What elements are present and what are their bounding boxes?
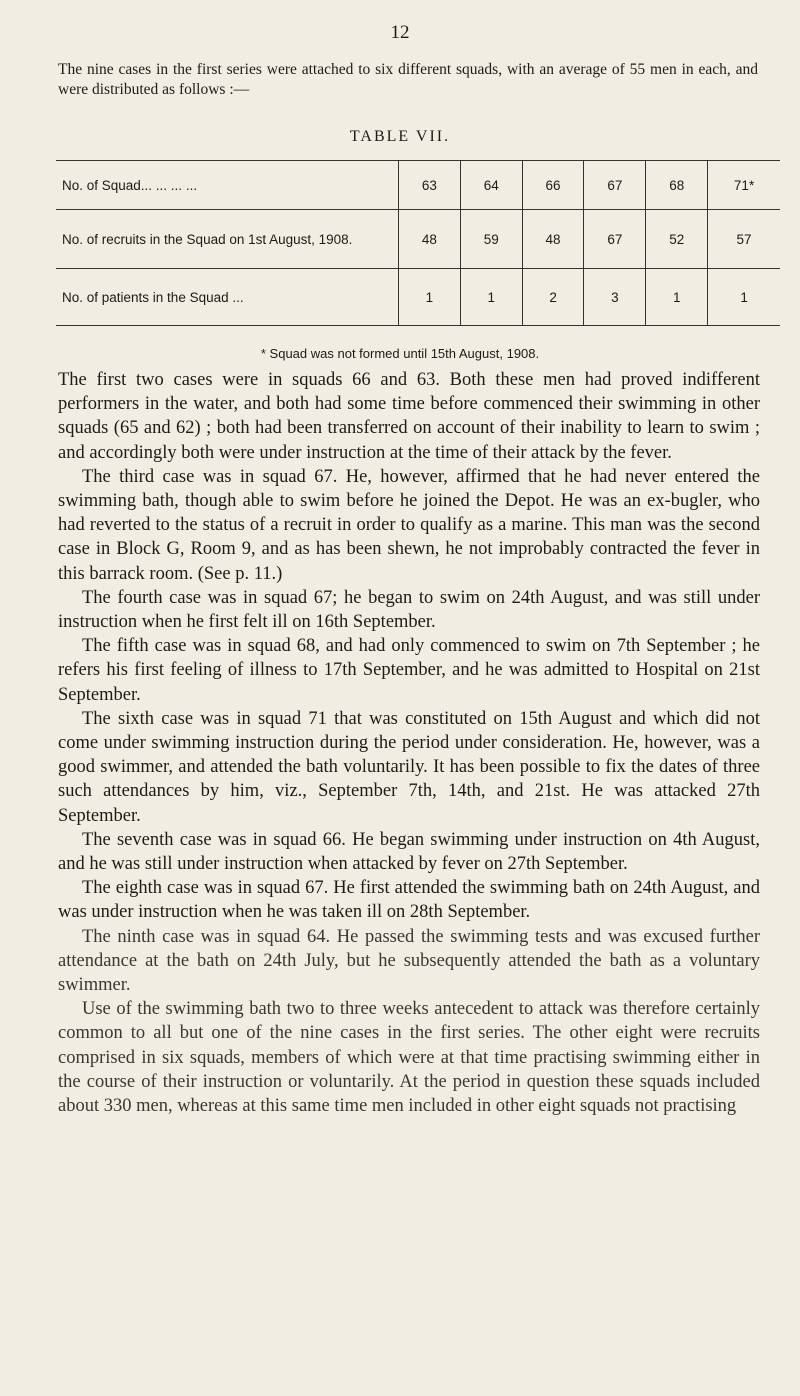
table-cell: 66 [522,161,584,210]
page-number: 12 [390,22,410,43]
row-label: No. of patients in the Squad ... [56,269,399,326]
body-text [58,368,760,1118]
table-cell: 67 [584,161,646,210]
table-title: TABLE VII. [349,128,451,145]
table-cell: 1 [646,269,708,326]
table-row [56,161,780,210]
paragraph: Use of the swimming bath two to three weeks antecedent to attack was therefore certainly common to all but one of the nine cases in the first series. The other eight were recruits comprised in six squads, members of which were at that time practising swimming either in the course of their instruction or voluntarily. At the period in question these squads included about 330 men, whereas at this same time men included in other eight squads not practising [58,999,760,1117]
table-cell: 59 [460,210,522,269]
table-cell: 2 [522,269,584,326]
paragraph: The fifth case was in squad 68, and had only commenced to swim on 7th September ; he refers his first feeling of illness to 17th September, and he was admitted to Hospital on 21st September. [58,636,760,705]
row-label: No. of Squad... ... ... ... [56,161,399,210]
table-cell: 1 [460,269,522,326]
table-cell: 52 [646,210,708,269]
table-cell: 1 [399,269,461,326]
table-cell: 63 [399,161,461,210]
table-cell: 57 [708,210,780,269]
table-cell: 48 [399,210,461,269]
intro-paragraph: The nine cases in the first series were attached to six different squads, with an average of 55 men in each, and were distributed as follows :— [58,61,758,98]
table-footnote: * Squad was not formed until 15th August, 1908. [260,346,540,361]
table-cell: 68 [646,161,708,210]
paragraph: The seventh case was in squad 66. He began swimming under instruction on 4th August, and he was still under instruction when attacked by fever on 27th September. [58,829,760,875]
paragraph: The sixth case was in squad 71 that was constituted on 15th August and which did not come under swimming instruction during the period under consideration. He, however, was a good swimmer, and attended the bath voluntarily. It has been possible to fix the dates of three such attendances by him, viz., September 7th, 14th, and 21st. He was attacked 27th September. [58,708,760,826]
table-cell: 64 [460,161,522,210]
paragraph: The third case was in squad 67. He, however, affirmed that he had never entered the swimming bath, though able to swim before he joined the Depot. He was an ex-bugler, who had reverted to the status of a recruit in order to qualify as a marine. This man was the second case in Block G, Room 9, and as has been shewn, he not improbably contracted the fever in this barrack room. (See p. 11.) [58,466,760,584]
paragraph: The eighth case was in squad 67. He first attended the swimming bath on 24th August, and was under instruction when he was taken ill on 28th September. [58,878,760,923]
paragraph: The fourth case was in squad 67; he began to swim on 24th August, and was still under instruction when he first felt ill on 16th September. [58,587,760,633]
table-cell: 48 [522,210,584,269]
table-cell: 67 [584,210,646,269]
table-cell: 1 [708,269,780,326]
table-cell: 71* [708,161,780,210]
table-row [56,210,780,269]
squad-table [56,160,780,326]
paragraph: The first two cases were in squads 66 and 63. Both these men had proved indifferent performers in the water, and both had some time before commenced their swimming in other squads (65 and 62) ; both had been transferred on account of their inability to learn to swim ; and accordingly both were under instruction at the time of their attack by the fever. [58,370,760,463]
paragraph: The ninth case was in squad 64. He passed the swimming tests and was excused further attendance at the bath on 24th July, but he subsequently attended the bath as a voluntary swimmer. [58,926,760,996]
row-label: No. of recruits in the Squad on 1st August, 1908. [56,210,399,269]
table-cell: 3 [584,269,646,326]
table-row [56,269,780,326]
